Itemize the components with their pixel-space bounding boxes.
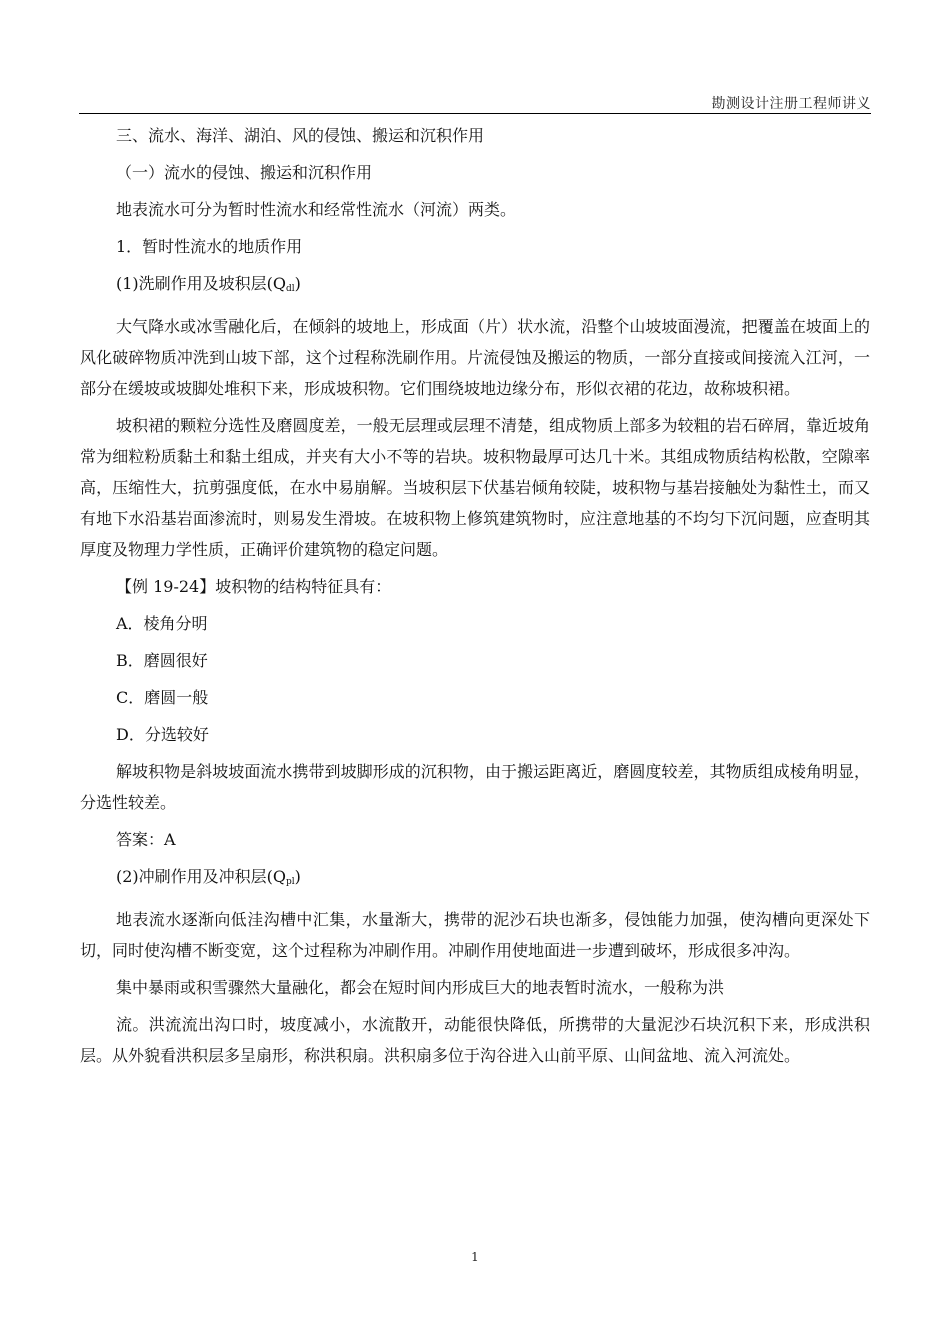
option-d: D．分选较好 (116, 725, 209, 744)
document-body (80, 120, 870, 1077)
paragraph-colluvium: 坡积裙的颗粒分选性及磨圆度差，一般无层理或层理不清楚，组成物质上部多为较粗的岩石碎屑，靠近坡角常为细粒粉质黏土和黏土组成，并夹有大小不等的岩块。坡积物最厚可达几十米。其组成物质结构松散，空隙率高，压缩性大，抗剪强度低，在水中易崩解。当坡积层下伏基岩倾角较陡，坡积物与基岩接触处为黏性土，而又有地下水沿基岩面渗流时，则易发生滑坡。在坡积物上修筑建筑物时，应注意地基的不均匀下沉问题，应查明其厚度及物理力学性质，正确评价建筑物的稳定问题。 (80, 416, 870, 559)
paragraph-alluvial-fan: 流。洪流流出沟口时，坡度减小，水流散开，动能很快降低，所携带的大量泥沙石块沉积下来，形成洪积层。从外貌看洪积层多呈扇形，称洪积扇。洪积扇多位于沟谷进入山前平原、山间盆地、流入河流处。 (80, 1015, 870, 1065)
subsection-heading: （一）流水的侵蚀、搬运和沉积作用 (116, 163, 373, 182)
option-c: C．磨圆一般 (116, 688, 209, 707)
answer-line: 答案：A (116, 830, 176, 849)
heading-slope-wash: (1)洗刷作用及坡积层$(Q_{dl})$ (116, 274, 301, 294)
option-b: B．磨圆很好 (116, 651, 208, 670)
example-question: 【例 19-24】坡积物的结构特征具有： (116, 577, 392, 596)
heading-temporary-flow: 1．暂时性流水的地质作用 (116, 237, 303, 256)
page-number: 1 (471, 1250, 479, 1264)
paragraph-gully-erosion: 地表流水逐渐向低洼沟槽中汇集，水量渐大，携带的泥沙石块也渐多，侵蚀能力加强，使沟槽向更深处下切，同时使沟槽不断变宽，这个过程称为冲刷作用。冲刷作用使地面进一步遭到破坏，形成很多冲沟。 (80, 910, 870, 960)
header-rule (79, 113, 871, 114)
paragraph-slope-wash: 大气降水或冰雪融化后，在倾斜的坡地上，形成面（片）状水流，沿整个山坡坡面漫流，把覆盖在坡面上的风化破碎物质冲洗到山坡下部，这个过程称洗刷作用。片流侵蚀及搬运的物质，一部分直接或间接流入江河，一部分在缓坡或坡脚处堆积下来，形成坡积物。它们围绕坡地边缘分布，形似衣裙的花边，故称坡积裙。 (80, 317, 870, 398)
paragraph-flash-flood: 集中暴雨或积雪骤然大量融化，都会在短时间内形成巨大的地表暂时流水，一般称为洪 (116, 978, 725, 997)
section-heading: 三、流水、海洋、湖泊、风的侵蚀、搬运和沉积作用 (116, 126, 485, 145)
heading-gully-erosion: (2)冲刷作用及冲积层$(Q_{pl})$ (116, 867, 301, 887)
option-a: A．棱角分明 (116, 614, 208, 633)
intro-paragraph: 地表流水可分为暂时性流水和经常性流水（河流）两类。 (116, 200, 517, 219)
solution-paragraph: 解坡积物是斜坡坡面流水携带到坡脚形成的沉积物，由于搬运距离近，磨圆度较差，其物质组成棱角明显，分选性较差。 (80, 762, 870, 812)
running-header: 勘测设计注册工程师讲义 (711, 96, 871, 112)
